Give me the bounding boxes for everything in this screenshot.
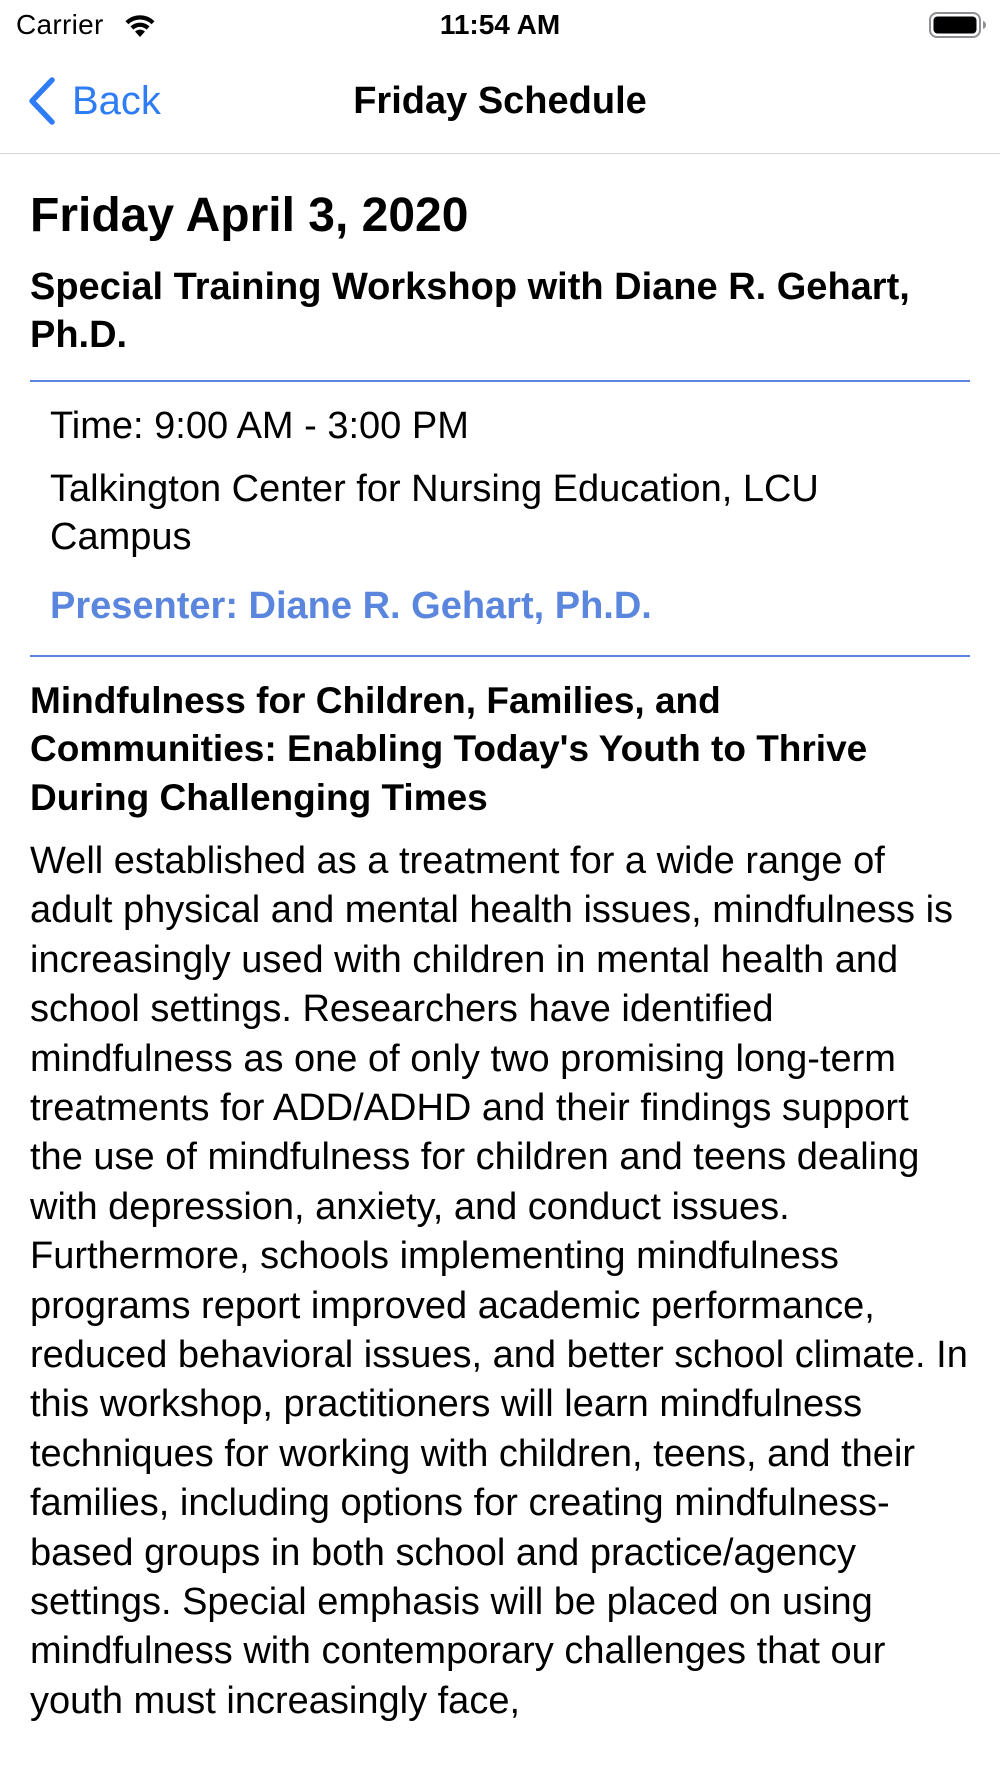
- schedule-content[interactable]: [30, 154, 970, 1726]
- session-title: Mindfulness for Children, Families, and Communities: Enabling Today's Youth to Thrive During Challenging Times: [30, 679, 868, 819]
- event-details: [30, 382, 970, 655]
- date-heading: Friday April 3, 2020: [30, 189, 469, 242]
- divider: [30, 655, 970, 657]
- event-time: Time: 9:00 AM - 3:00 PM: [50, 405, 469, 448]
- back-label: Back: [72, 78, 161, 123]
- event-title: Special Training Workshop with Diane R. Gehart, Ph.D.: [30, 265, 910, 357]
- navigation-bar: [0, 50, 1000, 154]
- session-description: Well established as a treatment for a wide range of adult physical and mental health issues, mindfulness is increasingly used with children in mental health and school settings. Researchers have identified mindfulness as one of only two promising long-term treatments for ADD/ADHD and their findings support the use of mindfulness for children and teens dealing with depression, anxiety, and conduct issues. Furthermore, schools implementing mindfulness programs report improved academic performance, reduced behavioral issues, and better school climate. In this workshop, practitioners will learn mindfulness techniques for working with children, teens, and their families, including options for creating mindfulness-based groups in both school and practice/agency settings. Special emphasis will be placed on using mindfulness with contemporary challenges that our youth must increasingly face,: [30, 840, 968, 1722]
- event-location: Talkington Center for Nursing Education, LCU Campus: [50, 467, 819, 559]
- carrier-label: Carrier: [16, 9, 104, 40]
- page-title: Friday Schedule: [353, 80, 647, 122]
- status-time: 11:54 AM: [439, 9, 561, 40]
- battery-icon: [929, 11, 987, 39]
- presenter-link[interactable]: Presenter: Diane R. Gehart, Ph.D.: [50, 584, 652, 627]
- status-bar: [0, 0, 1000, 50]
